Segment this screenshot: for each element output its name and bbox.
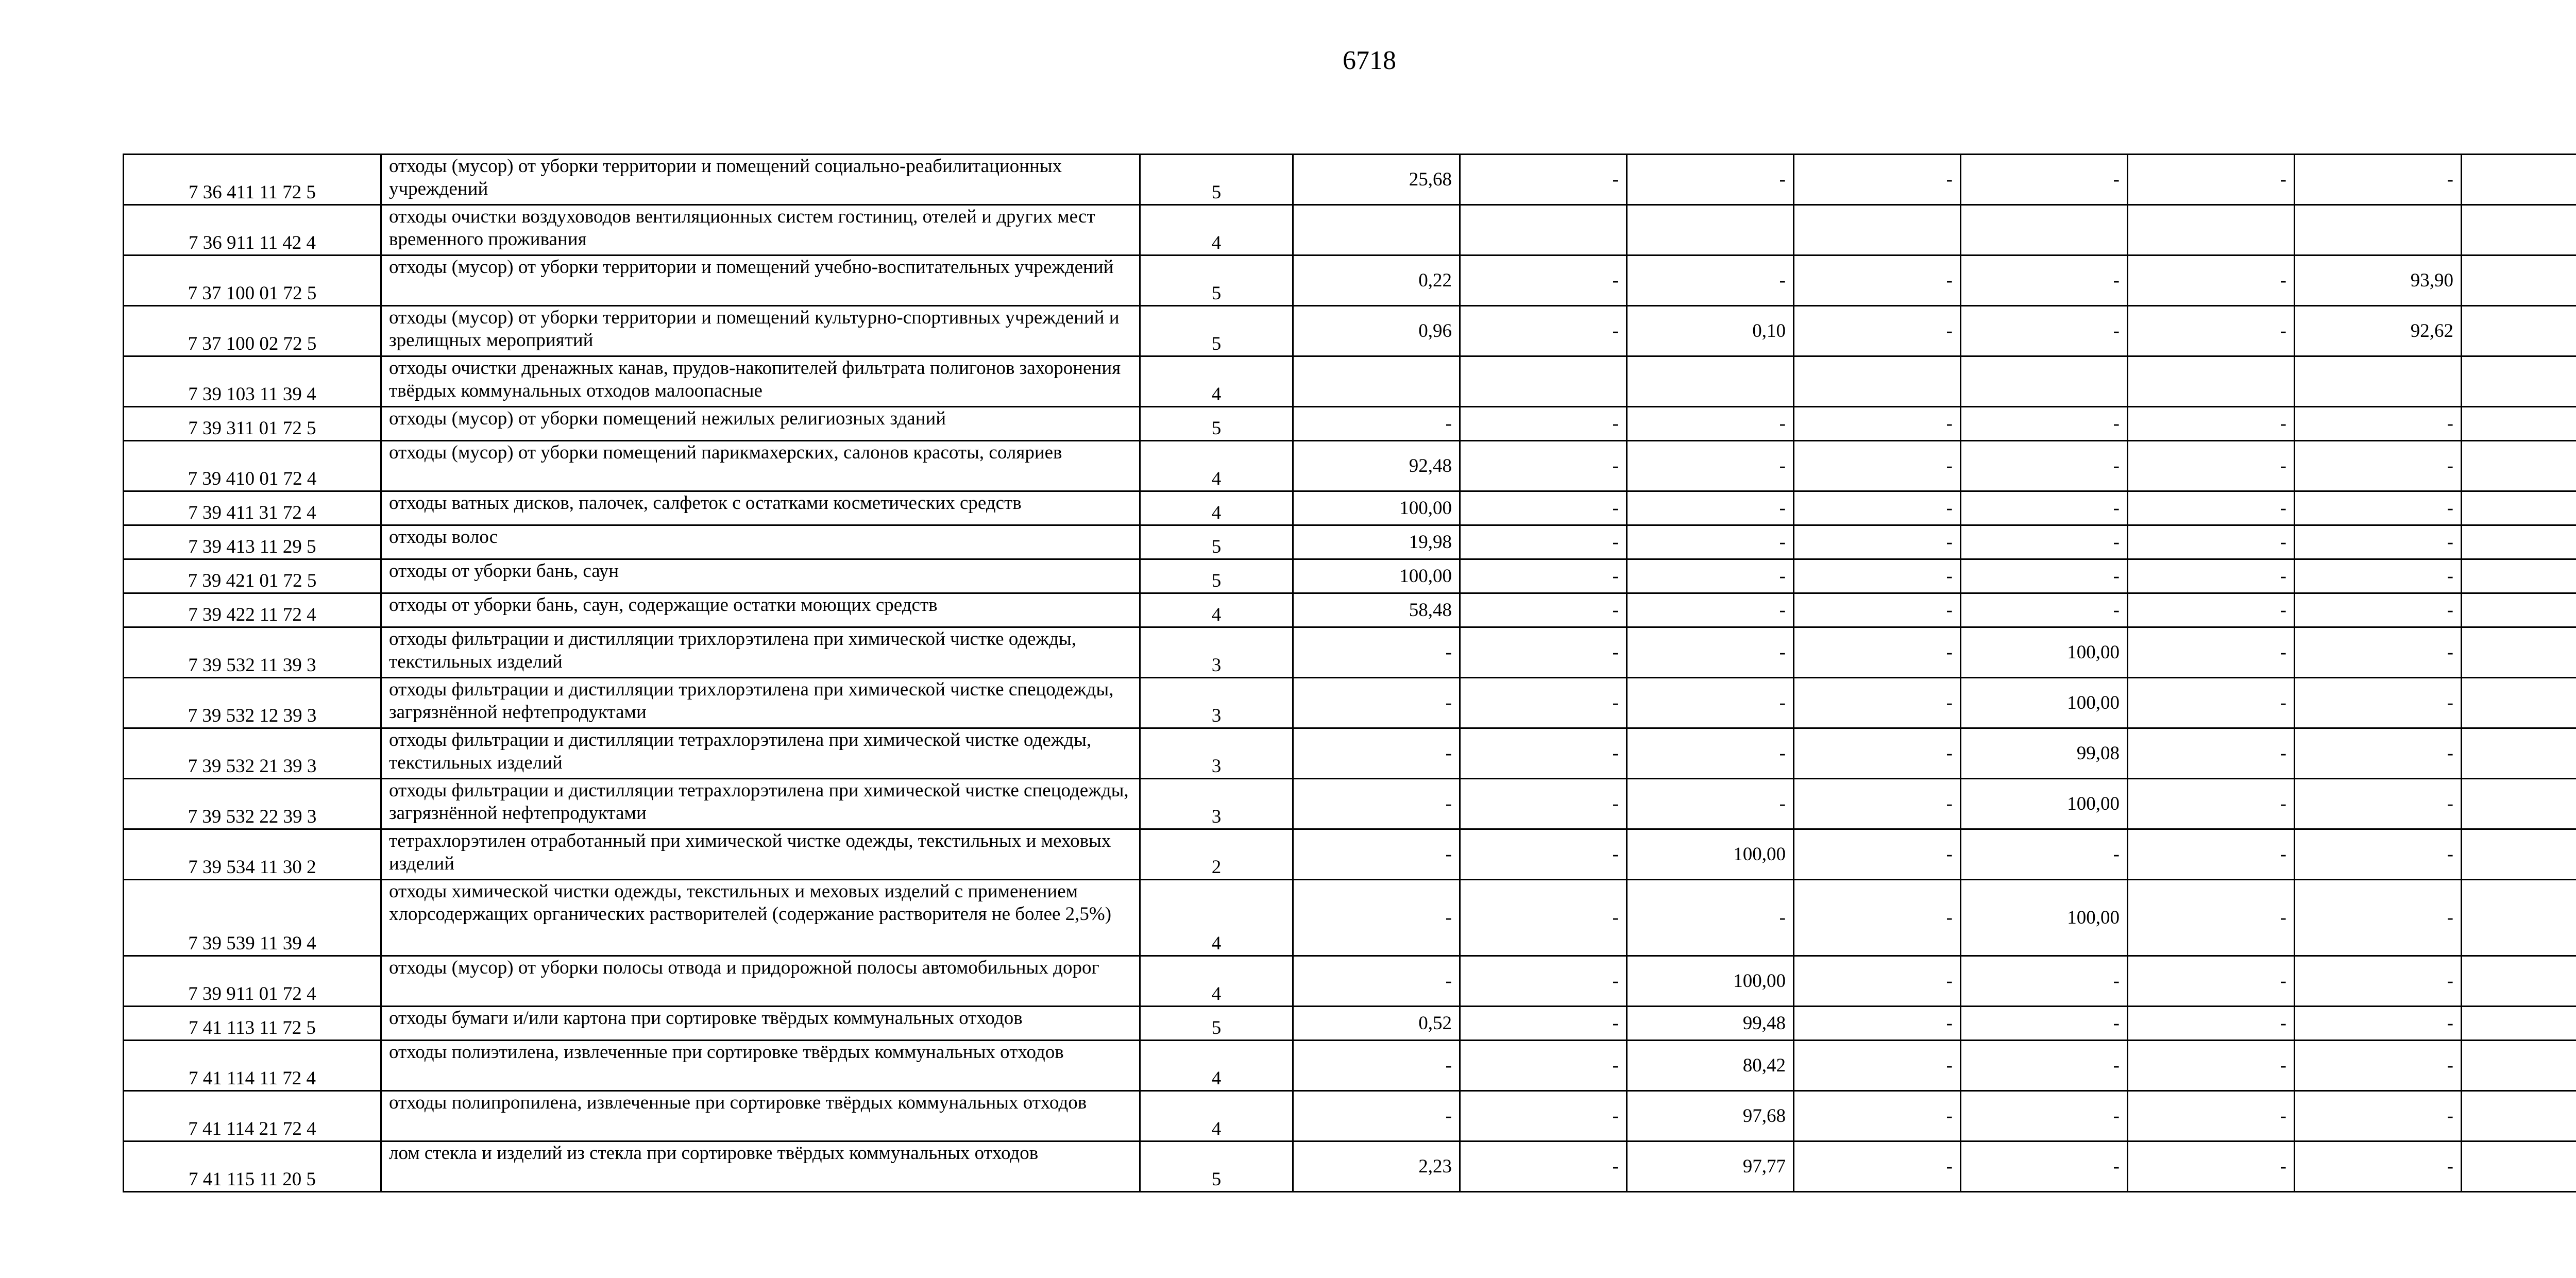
value-cell-2: - <box>1460 956 1627 1007</box>
value-cell-7: - <box>2295 525 2462 559</box>
value-cell-6: - <box>2128 880 2295 956</box>
value-cell-7: - <box>2295 407 2462 441</box>
value-cell-6: - <box>2128 593 2295 627</box>
value-cell-8 <box>2462 441 2576 491</box>
value-cell-7: - <box>2295 491 2462 525</box>
value-cell-5: 100,00 <box>1961 880 2128 956</box>
value-cell-5: 100,00 <box>1961 678 2128 728</box>
value-cell-8 <box>2462 559 2576 593</box>
table-body <box>124 155 2576 1192</box>
value-cell-6 <box>2128 205 2295 255</box>
hazard-class-cell: 5 <box>1140 559 1293 593</box>
value-cell-2: - <box>1460 678 1627 728</box>
waste-code-cell: 7 39 532 22 39 3 <box>124 779 381 829</box>
value-cell-3: 0,10 <box>1627 306 1794 356</box>
waste-code-cell: 7 41 114 21 72 4 <box>124 1091 381 1141</box>
value-cell-8 <box>2462 678 2576 728</box>
table-row <box>124 1041 2576 1091</box>
waste-code-cell: 7 39 534 11 30 2 <box>124 829 381 880</box>
waste-code-cell: 7 39 311 01 72 5 <box>124 407 381 441</box>
value-cell-5: - <box>1961 1091 2128 1141</box>
hazard-class-cell: 5 <box>1140 1141 1293 1192</box>
value-cell-1: - <box>1293 1041 1460 1091</box>
value-cell-2 <box>1460 356 1627 407</box>
value-cell-5: - <box>1961 593 2128 627</box>
hazard-class-cell: 2 <box>1140 829 1293 880</box>
value-cell-3: - <box>1627 491 1794 525</box>
value-cell-8 <box>2462 627 2576 678</box>
waste-code-cell: 7 39 103 11 39 4 <box>124 356 381 407</box>
value-cell-6: - <box>2128 1091 2295 1141</box>
value-cell-1: - <box>1293 1091 1460 1141</box>
value-cell-2: - <box>1460 525 1627 559</box>
value-cell-2: - <box>1460 829 1627 880</box>
value-cell-4: - <box>1794 255 1961 306</box>
value-cell-3: - <box>1627 728 1794 779</box>
value-cell-6: - <box>2128 956 2295 1007</box>
value-cell-1: - <box>1293 627 1460 678</box>
value-cell-1: - <box>1293 407 1460 441</box>
value-cell-2: - <box>1460 779 1627 829</box>
value-cell-7: - <box>2295 880 2462 956</box>
value-cell-3 <box>1627 205 1794 255</box>
value-cell-8 <box>2462 829 2576 880</box>
value-cell-7: 92,62 <box>2295 306 2462 356</box>
value-cell-8 <box>2462 593 2576 627</box>
hazard-class-cell: 3 <box>1140 627 1293 678</box>
table-row <box>124 407 2576 441</box>
waste-code-cell: 7 39 411 31 72 4 <box>124 491 381 525</box>
table-row <box>124 593 2576 627</box>
table-row <box>124 155 2576 205</box>
value-cell-2: - <box>1460 306 1627 356</box>
hazard-class-cell: 4 <box>1140 441 1293 491</box>
value-cell-4: - <box>1794 1041 1961 1091</box>
value-cell-2: - <box>1460 559 1627 593</box>
value-cell-1: - <box>1293 678 1460 728</box>
value-cell-6: - <box>2128 155 2295 205</box>
value-cell-3: - <box>1627 627 1794 678</box>
value-cell-3: 100,00 <box>1627 829 1794 880</box>
value-cell-6 <box>2128 356 2295 407</box>
hazard-class-cell: 4 <box>1140 880 1293 956</box>
value-cell-1: 0,22 <box>1293 255 1460 306</box>
value-cell-6: - <box>2128 559 2295 593</box>
waste-description-cell: отходы очистки воздуховодов вентиляционных систем гостиниц, отелей и других мест временного проживания <box>381 205 1140 255</box>
value-cell-8 <box>2462 1041 2576 1091</box>
value-cell-3: - <box>1627 525 1794 559</box>
value-cell-1: 100,00 <box>1293 491 1460 525</box>
value-cell-6: - <box>2128 407 2295 441</box>
value-cell-7: - <box>2295 155 2462 205</box>
waste-description-cell: отходы ватных дисков, палочек, салфеток с остатками косметических средств <box>381 491 1140 525</box>
hazard-class-cell: 5 <box>1140 155 1293 205</box>
value-cell-1: - <box>1293 880 1460 956</box>
waste-description-cell: отходы (мусор) от уборки помещений нежилых религиозных зданий <box>381 407 1140 441</box>
waste-code-cell: 7 36 911 11 42 4 <box>124 205 381 255</box>
value-cell-1 <box>1293 205 1460 255</box>
value-cell-7: - <box>2295 441 2462 491</box>
table-row <box>124 205 2576 255</box>
table-row <box>124 1141 2576 1192</box>
value-cell-7: - <box>2295 627 2462 678</box>
waste-description-cell: отходы бумаги и/или картона при сортировке твёрдых коммунальных отходов <box>381 1007 1140 1041</box>
waste-description-cell: отходы (мусор) от уборки территории и помещений социально-реабилитационных учреждений <box>381 155 1140 205</box>
value-cell-2: - <box>1460 880 1627 956</box>
waste-description-cell: отходы от уборки бань, саун, содержащие остатки моющих средств <box>381 593 1140 627</box>
table-row <box>124 1007 2576 1041</box>
value-cell-4: - <box>1794 1141 1961 1192</box>
value-cell-8 <box>2462 205 2576 255</box>
value-cell-8 <box>2462 491 2576 525</box>
waste-code-cell: 7 39 539 11 39 4 <box>124 880 381 956</box>
waste-code-cell: 7 39 421 01 72 5 <box>124 559 381 593</box>
value-cell-1: 58,48 <box>1293 593 1460 627</box>
value-cell-7: 93,90 <box>2295 255 2462 306</box>
hazard-class-cell: 4 <box>1140 1091 1293 1141</box>
value-cell-1: - <box>1293 956 1460 1007</box>
value-cell-5: - <box>1961 306 2128 356</box>
value-cell-8 <box>2462 1141 2576 1192</box>
value-cell-3: 97,68 <box>1627 1091 1794 1141</box>
waste-description-cell: отходы химической чистки одежды, текстильных и меховых изделий с применением хлорсодержащих органических растворителей (содержание растворителя не более 2,5%) <box>381 880 1140 956</box>
value-cell-7: - <box>2295 779 2462 829</box>
value-cell-2: - <box>1460 1041 1627 1091</box>
value-cell-4: - <box>1794 678 1961 728</box>
value-cell-7: - <box>2295 1091 2462 1141</box>
table-row <box>124 779 2576 829</box>
value-cell-7: - <box>2295 1007 2462 1041</box>
waste-description-cell: отходы фильтрации и дистилляции трихлорэтилена при химической чистке одежды, текстильных изделий <box>381 627 1140 678</box>
value-cell-7: - <box>2295 559 2462 593</box>
value-cell-7: - <box>2295 593 2462 627</box>
waste-description-cell: отходы от уборки бань, саун <box>381 559 1140 593</box>
value-cell-2: - <box>1460 255 1627 306</box>
value-cell-8 <box>2462 1091 2576 1141</box>
hazard-class-cell: 4 <box>1140 956 1293 1007</box>
value-cell-5: - <box>1961 1041 2128 1091</box>
value-cell-4: - <box>1794 155 1961 205</box>
value-cell-5: - <box>1961 829 2128 880</box>
value-cell-5: - <box>1961 441 2128 491</box>
hazard-class-cell: 4 <box>1140 205 1293 255</box>
value-cell-2: - <box>1460 1007 1627 1041</box>
value-cell-4: - <box>1794 407 1961 441</box>
value-cell-4 <box>1794 356 1961 407</box>
value-cell-5: - <box>1961 255 2128 306</box>
waste-code-cell: 7 39 532 11 39 3 <box>124 627 381 678</box>
waste-code-cell: 7 39 422 11 72 4 <box>124 593 381 627</box>
waste-description-cell: отходы (мусор) от уборки полосы отвода и придорожной полосы автомобильных дорог <box>381 956 1140 1007</box>
value-cell-2: - <box>1460 491 1627 525</box>
value-cell-4: - <box>1794 880 1961 956</box>
value-cell-1: - <box>1293 728 1460 779</box>
value-cell-6: - <box>2128 1041 2295 1091</box>
value-cell-4 <box>1794 205 1961 255</box>
value-cell-1: - <box>1293 829 1460 880</box>
value-cell-7: - <box>2295 678 2462 728</box>
value-cell-5: - <box>1961 525 2128 559</box>
waste-code-cell: 7 36 411 11 72 5 <box>124 155 381 205</box>
value-cell-4: - <box>1794 559 1961 593</box>
value-cell-5 <box>1961 356 2128 407</box>
value-cell-1: 25,68 <box>1293 155 1460 205</box>
value-cell-2: - <box>1460 593 1627 627</box>
hazard-class-cell: 5 <box>1140 407 1293 441</box>
value-cell-2: - <box>1460 155 1627 205</box>
value-cell-3: - <box>1627 441 1794 491</box>
value-cell-4: - <box>1794 441 1961 491</box>
hazard-class-cell: 5 <box>1140 306 1293 356</box>
hazard-class-cell: 5 <box>1140 1007 1293 1041</box>
waste-description-cell: отходы полипропилена, извлеченные при сортировке твёрдых коммунальных отходов <box>381 1091 1140 1141</box>
value-cell-6: - <box>2128 728 2295 779</box>
waste-description-cell: отходы фильтрации и дистилляции тетрахлорэтилена при химической чистке спецодежды, загрязнённой нефтепродуктами <box>381 779 1140 829</box>
waste-code-cell: 7 37 100 02 72 5 <box>124 306 381 356</box>
waste-description-cell: отходы полиэтилена, извлеченные при сортировке твёрдых коммунальных отходов <box>381 1041 1140 1091</box>
value-cell-6: - <box>2128 1141 2295 1192</box>
value-cell-2: - <box>1460 441 1627 491</box>
hazard-class-cell: 3 <box>1140 728 1293 779</box>
value-cell-8 <box>2462 155 2576 205</box>
value-cell-6: - <box>2128 1007 2295 1041</box>
hazard-class-cell: 3 <box>1140 678 1293 728</box>
value-cell-1: 0,96 <box>1293 306 1460 356</box>
waste-description-cell: отходы фильтрации и дистилляции тетрахлорэтилена при химической чистке одежды, текстильных изделий <box>381 728 1140 779</box>
value-cell-8 <box>2462 1007 2576 1041</box>
value-cell-5: - <box>1961 1007 2128 1041</box>
hazard-class-cell: 5 <box>1140 525 1293 559</box>
value-cell-2: - <box>1460 1091 1627 1141</box>
waste-description-cell: отходы очистки дренажных канав, прудов-накопителей фильтрата полигонов захоронения твёрдых коммунальных отходов малоопасные <box>381 356 1140 407</box>
waste-code-cell: 7 37 100 01 72 5 <box>124 255 381 306</box>
value-cell-8 <box>2462 407 2576 441</box>
table-row <box>124 306 2576 356</box>
hazard-class-cell: 4 <box>1140 356 1293 407</box>
waste-code-cell: 7 39 532 12 39 3 <box>124 678 381 728</box>
value-cell-7 <box>2295 356 2462 407</box>
value-cell-6: - <box>2128 678 2295 728</box>
value-cell-8 <box>2462 779 2576 829</box>
value-cell-3: 80,42 <box>1627 1041 1794 1091</box>
value-cell-2 <box>1460 205 1627 255</box>
value-cell-2: - <box>1460 407 1627 441</box>
value-cell-1: 19,98 <box>1293 525 1460 559</box>
table-row <box>124 829 2576 880</box>
value-cell-3: - <box>1627 593 1794 627</box>
value-cell-6: - <box>2128 255 2295 306</box>
value-cell-5: 100,00 <box>1961 779 2128 829</box>
value-cell-4: - <box>1794 1091 1961 1141</box>
value-cell-3: - <box>1627 255 1794 306</box>
table-row <box>124 255 2576 306</box>
value-cell-4: - <box>1794 779 1961 829</box>
waste-code-cell: 7 41 115 11 20 5 <box>124 1141 381 1192</box>
waste-description-cell: лом стекла и изделий из стекла при сортировке твёрдых коммунальных отходов <box>381 1141 1140 1192</box>
value-cell-3: 100,00 <box>1627 956 1794 1007</box>
table-row <box>124 627 2576 678</box>
value-cell-7: - <box>2295 956 2462 1007</box>
hazard-class-cell: 4 <box>1140 593 1293 627</box>
waste-description-cell: отходы фильтрации и дистилляции трихлорэтилена при химической чистке спецодежды, загрязнённой нефтепродуктами <box>381 678 1140 728</box>
value-cell-7: - <box>2295 1041 2462 1091</box>
waste-description-cell: отходы (мусор) от уборки территории и помещений учебно-воспитательных учреждений <box>381 255 1140 306</box>
value-cell-4: - <box>1794 956 1961 1007</box>
value-cell-1: 92,48 <box>1293 441 1460 491</box>
table-row <box>124 1091 2576 1141</box>
value-cell-3: 97,77 <box>1627 1141 1794 1192</box>
value-cell-8 <box>2462 525 2576 559</box>
value-cell-8 <box>2462 255 2576 306</box>
table-row <box>124 441 2576 491</box>
value-cell-4: - <box>1794 1007 1961 1041</box>
value-cell-5: - <box>1961 956 2128 1007</box>
value-cell-1 <box>1293 356 1460 407</box>
value-cell-8 <box>2462 306 2576 356</box>
value-cell-2: - <box>1460 627 1627 678</box>
value-cell-5: - <box>1961 491 2128 525</box>
value-cell-3: - <box>1627 407 1794 441</box>
value-cell-5: - <box>1961 1141 2128 1192</box>
value-cell-8 <box>2462 728 2576 779</box>
table-row <box>124 559 2576 593</box>
value-cell-4: - <box>1794 728 1961 779</box>
value-cell-5: 100,00 <box>1961 627 2128 678</box>
hazard-class-cell: 4 <box>1140 1041 1293 1091</box>
waste-code-cell: 7 41 113 11 72 5 <box>124 1007 381 1041</box>
hazard-class-cell: 3 <box>1140 779 1293 829</box>
value-cell-8 <box>2462 880 2576 956</box>
value-cell-4: - <box>1794 306 1961 356</box>
value-cell-5: 99,08 <box>1961 728 2128 779</box>
waste-code-cell: 7 39 911 01 72 4 <box>124 956 381 1007</box>
value-cell-7: - <box>2295 829 2462 880</box>
waste-code-cell: 7 41 114 11 72 4 <box>124 1041 381 1091</box>
waste-code-cell: 7 39 413 11 29 5 <box>124 525 381 559</box>
waste-code-cell: 7 39 410 01 72 4 <box>124 441 381 491</box>
value-cell-1: 2,23 <box>1293 1141 1460 1192</box>
table-row <box>124 525 2576 559</box>
waste-table <box>123 154 2576 1192</box>
table-row <box>124 956 2576 1007</box>
value-cell-6: - <box>2128 491 2295 525</box>
value-cell-8 <box>2462 356 2576 407</box>
hazard-class-cell: 5 <box>1140 255 1293 306</box>
value-cell-3: - <box>1627 678 1794 728</box>
waste-description-cell: тетрахлорэтилен отработанный при химической чистке одежды, текстильных и меховых изделий <box>381 829 1140 880</box>
value-cell-4: - <box>1794 593 1961 627</box>
value-cell-6: - <box>2128 441 2295 491</box>
value-cell-3: - <box>1627 155 1794 205</box>
table-row <box>124 491 2576 525</box>
waste-description-cell: отходы (мусор) от уборки территории и помещений культурно-спортивных учреждений и зрелищных мероприятий <box>381 306 1140 356</box>
value-cell-7: - <box>2295 728 2462 779</box>
value-cell-6: - <box>2128 779 2295 829</box>
value-cell-8 <box>2462 956 2576 1007</box>
value-cell-5 <box>1961 205 2128 255</box>
table-row <box>124 678 2576 728</box>
value-cell-7 <box>2295 205 2462 255</box>
value-cell-3: - <box>1627 559 1794 593</box>
value-cell-2: - <box>1460 1141 1627 1192</box>
value-cell-6: - <box>2128 829 2295 880</box>
value-cell-6: - <box>2128 525 2295 559</box>
value-cell-4: - <box>1794 525 1961 559</box>
value-cell-2: - <box>1460 728 1627 779</box>
value-cell-6: - <box>2128 306 2295 356</box>
table-row <box>124 356 2576 407</box>
value-cell-4: - <box>1794 491 1961 525</box>
table-row <box>124 880 2576 956</box>
hazard-class-cell: 4 <box>1140 491 1293 525</box>
page-number: 6718 <box>1343 46 1396 75</box>
value-cell-5: - <box>1961 559 2128 593</box>
waste-code-cell: 7 39 532 21 39 3 <box>124 728 381 779</box>
value-cell-4: - <box>1794 627 1961 678</box>
value-cell-7: - <box>2295 1141 2462 1192</box>
table-row <box>124 728 2576 779</box>
value-cell-3: - <box>1627 880 1794 956</box>
value-cell-1: 0,52 <box>1293 1007 1460 1041</box>
value-cell-1: 100,00 <box>1293 559 1460 593</box>
value-cell-3: 99,48 <box>1627 1007 1794 1041</box>
value-cell-3 <box>1627 356 1794 407</box>
value-cell-3: - <box>1627 779 1794 829</box>
value-cell-5: - <box>1961 155 2128 205</box>
value-cell-6: - <box>2128 627 2295 678</box>
value-cell-5: - <box>1961 407 2128 441</box>
value-cell-1: - <box>1293 779 1460 829</box>
waste-description-cell: отходы (мусор) от уборки помещений парикмахерских, салонов красоты, соляриев <box>381 441 1140 491</box>
waste-description-cell: отходы волос <box>381 525 1140 559</box>
value-cell-4: - <box>1794 829 1961 880</box>
